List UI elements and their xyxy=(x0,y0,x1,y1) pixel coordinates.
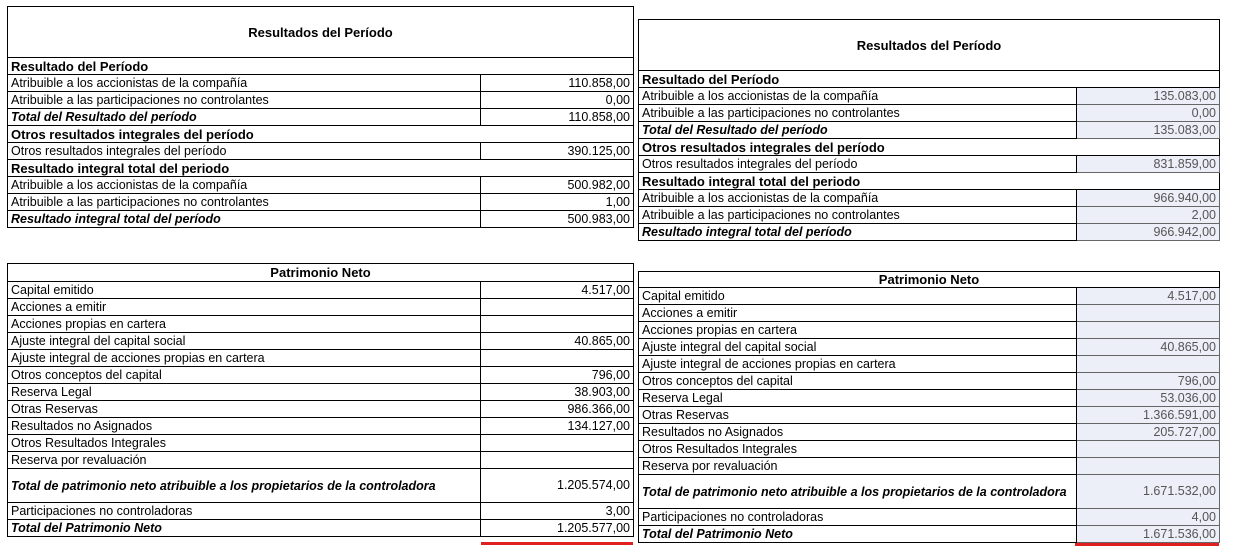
row-label: Atribuible a los accionistas de la compañía xyxy=(639,88,1077,105)
row-label: Atribuible a las participaciones no controlantes xyxy=(639,105,1077,122)
table-row xyxy=(639,441,1220,458)
row-value xyxy=(481,350,634,367)
row-label: Acciones propias en cartera xyxy=(8,316,481,333)
left-equity-table xyxy=(7,263,634,537)
table-row xyxy=(639,356,1220,373)
row-label: Total del Resultado del período xyxy=(639,122,1077,139)
right-results-table xyxy=(638,19,1220,241)
row-value xyxy=(1077,322,1220,339)
table-row xyxy=(639,526,1220,543)
row-label: Ajuste integral del capital social xyxy=(8,333,481,350)
row-value xyxy=(481,299,634,316)
row-value xyxy=(481,452,634,469)
table-row xyxy=(639,322,1220,339)
row-value: 966.940,00 xyxy=(1077,190,1220,207)
row-label: Participaciones no controladoras xyxy=(8,503,481,520)
section-label: Otros resultados integrales del período xyxy=(639,139,1220,156)
row-label: Resultado integral total del período xyxy=(639,224,1077,241)
right-equity-table xyxy=(638,271,1220,543)
section-label: Otros resultados integrales del período xyxy=(8,126,634,143)
table-row xyxy=(639,190,1220,207)
row-label: Reserva Legal xyxy=(8,384,481,401)
row-label: Acciones a emitir xyxy=(639,305,1077,322)
table-row xyxy=(8,316,634,333)
table-row xyxy=(639,509,1220,526)
table-title: Patrimonio Neto xyxy=(8,264,634,282)
table-row xyxy=(639,105,1220,122)
row-value: 796,00 xyxy=(481,367,634,384)
row-value: 40.865,00 xyxy=(1077,339,1220,356)
row-value: 1.205.574,00 xyxy=(481,469,634,503)
row-label: Total del Resultado del período xyxy=(8,109,481,126)
table-row xyxy=(8,367,634,384)
table-header-row xyxy=(639,20,1220,71)
row-label: Atribuible a las participaciones no controlantes xyxy=(639,207,1077,224)
row-value: 3,00 xyxy=(481,503,634,520)
table-title: Resultados del Período xyxy=(8,7,634,58)
row-value: 0,00 xyxy=(1077,105,1220,122)
table-row xyxy=(639,88,1220,105)
row-value: 53.036,00 xyxy=(1077,390,1220,407)
table-title: Patrimonio Neto xyxy=(639,272,1220,288)
table-row xyxy=(8,503,634,520)
row-label: Total de patrimonio neto atribuible a los propietarios de la controladora xyxy=(8,469,481,503)
table-row xyxy=(639,390,1220,407)
row-label: Otros conceptos del capital xyxy=(8,367,481,384)
row-value xyxy=(1077,305,1220,322)
left-equity-body xyxy=(8,264,634,537)
table-row xyxy=(8,333,634,350)
row-label: Ajuste integral de acciones propias en cartera xyxy=(639,356,1077,373)
row-label: Otras Reservas xyxy=(8,401,481,418)
left-results-table xyxy=(7,6,634,228)
row-value: 1.671.532,00 xyxy=(1077,475,1220,509)
row-value: 966.942,00 xyxy=(1077,224,1220,241)
row-value: 390.125,00 xyxy=(481,143,634,160)
table-row xyxy=(8,469,634,503)
table-row xyxy=(639,139,1220,156)
table-row xyxy=(8,384,634,401)
row-label: Acciones propias en cartera xyxy=(639,322,1077,339)
row-label: Atribuible a las participaciones no controlantes xyxy=(8,92,481,109)
table-header-row xyxy=(639,272,1220,288)
table-row xyxy=(639,156,1220,173)
row-label: Total del Patrimonio Neto xyxy=(639,526,1077,543)
row-label: Otros conceptos del capital xyxy=(639,373,1077,390)
table-row xyxy=(639,122,1220,139)
row-value xyxy=(481,435,634,452)
row-value: 500.982,00 xyxy=(481,177,634,194)
table-row xyxy=(639,458,1220,475)
table-row xyxy=(639,475,1220,509)
row-value xyxy=(1077,356,1220,373)
row-value: 796,00 xyxy=(1077,373,1220,390)
table-row xyxy=(8,282,634,299)
row-value xyxy=(1077,458,1220,475)
row-label: Ajuste integral de acciones propias en cartera xyxy=(8,350,481,367)
table-row xyxy=(8,452,634,469)
table-row xyxy=(639,207,1220,224)
row-value: 4.517,00 xyxy=(481,282,634,299)
table-row xyxy=(8,211,634,228)
row-label: Participaciones no controladoras xyxy=(639,509,1077,526)
row-label: Otras Reservas xyxy=(639,407,1077,424)
table-row xyxy=(8,177,634,194)
row-label: Resultados no Asignados xyxy=(8,418,481,435)
section-label: Resultado del Período xyxy=(639,71,1220,88)
row-value: 134.127,00 xyxy=(481,418,634,435)
table-row xyxy=(8,58,634,75)
row-value: 1.671.536,00 xyxy=(1077,526,1220,543)
row-label: Atribuible a los accionistas de la compañía xyxy=(8,75,481,92)
table-row xyxy=(8,299,634,316)
right-equity-body xyxy=(639,272,1220,543)
table-row xyxy=(639,173,1220,190)
row-value: 831.859,00 xyxy=(1077,156,1220,173)
table-title: Resultados del Período xyxy=(639,20,1220,71)
row-value: 135.083,00 xyxy=(1077,88,1220,105)
section-label: Resultado integral total del periodo xyxy=(639,173,1220,190)
row-label: Otros resultados integrales del período xyxy=(639,156,1077,173)
row-value: 205.727,00 xyxy=(1077,424,1220,441)
row-value: 40.865,00 xyxy=(481,333,634,350)
table-row xyxy=(639,71,1220,88)
row-label: Atribuible a los accionistas de la compañía xyxy=(639,190,1077,207)
row-value: 110.858,00 xyxy=(481,75,634,92)
left-total-highlight xyxy=(481,542,633,545)
row-label: Capital emitido xyxy=(8,282,481,299)
section-label: Resultado del Período xyxy=(8,58,634,75)
table-row xyxy=(639,424,1220,441)
table-row xyxy=(639,339,1220,356)
section-label: Resultado integral total del periodo xyxy=(8,160,634,177)
row-value: 500.983,00 xyxy=(481,211,634,228)
row-value: 4,00 xyxy=(1077,509,1220,526)
row-value: 1,00 xyxy=(481,194,634,211)
row-value: 0,00 xyxy=(481,92,634,109)
table-row xyxy=(639,373,1220,390)
table-row xyxy=(8,520,634,537)
table-row xyxy=(8,75,634,92)
table-row xyxy=(8,109,634,126)
table-row xyxy=(639,224,1220,241)
table-row xyxy=(639,407,1220,424)
table-row xyxy=(8,418,634,435)
table-row xyxy=(8,143,634,160)
table-row xyxy=(8,194,634,211)
left-results-body xyxy=(8,7,634,228)
row-value xyxy=(1077,441,1220,458)
table-row xyxy=(8,350,634,367)
row-label: Ajuste integral del capital social xyxy=(639,339,1077,356)
row-label: Atribuible a las participaciones no controlantes xyxy=(8,194,481,211)
row-label: Resultados no Asignados xyxy=(639,424,1077,441)
right-results-body xyxy=(639,20,1220,241)
row-label: Reserva por revaluación xyxy=(8,452,481,469)
row-value: 4.517,00 xyxy=(1077,288,1220,305)
row-label: Atribuible a los accionistas de la compañía xyxy=(8,177,481,194)
right-total-highlight xyxy=(1075,543,1219,546)
row-value: 38.903,00 xyxy=(481,384,634,401)
table-row xyxy=(8,92,634,109)
row-label: Reserva Legal xyxy=(639,390,1077,407)
row-label: Total de patrimonio neto atribuible a los propietarios de la controladora xyxy=(639,475,1077,509)
table-row xyxy=(639,305,1220,322)
table-row xyxy=(639,288,1220,305)
row-label: Reserva por revaluación xyxy=(639,458,1077,475)
row-value: 1.205.577,00 xyxy=(481,520,634,537)
row-value: 986.366,00 xyxy=(481,401,634,418)
table-row xyxy=(8,160,634,177)
row-label: Acciones a emitir xyxy=(8,299,481,316)
table-row xyxy=(8,126,634,143)
row-value: 2,00 xyxy=(1077,207,1220,224)
row-label: Capital emitido xyxy=(639,288,1077,305)
table-row xyxy=(8,435,634,452)
row-value xyxy=(481,316,634,333)
row-label: Resultado integral total del período xyxy=(8,211,481,228)
row-label: Otros Resultados Integrales xyxy=(8,435,481,452)
row-value: 1.366.591,00 xyxy=(1077,407,1220,424)
row-label: Total del Patrimonio Neto xyxy=(8,520,481,537)
table-header-row xyxy=(8,264,634,282)
table-header-row xyxy=(8,7,634,58)
row-label: Otros Resultados Integrales xyxy=(639,441,1077,458)
row-value: 110.858,00 xyxy=(481,109,634,126)
row-label: Otros resultados integrales del período xyxy=(8,143,481,160)
table-row xyxy=(8,401,634,418)
row-value: 135.083,00 xyxy=(1077,122,1220,139)
